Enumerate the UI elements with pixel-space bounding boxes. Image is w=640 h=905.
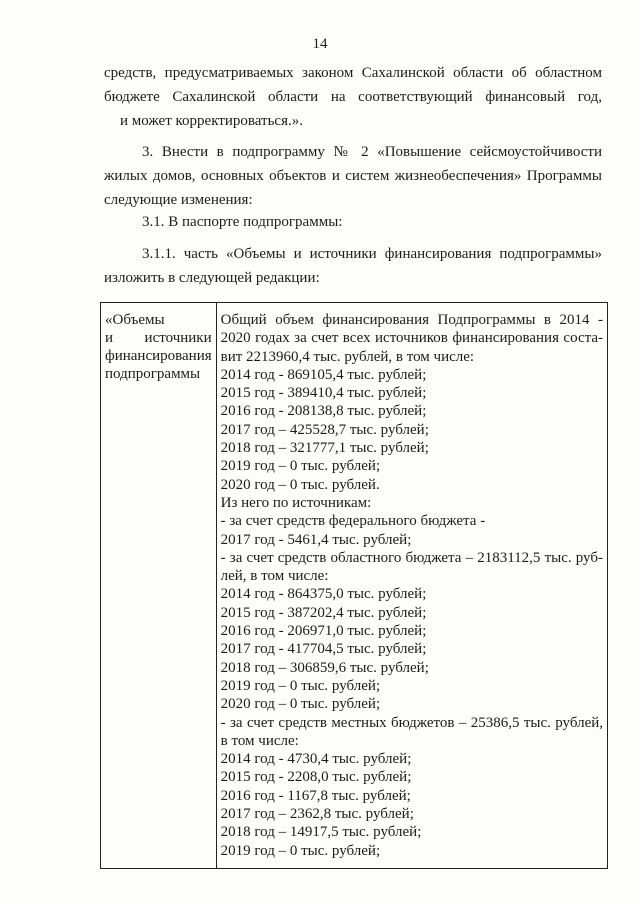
table-row: [101, 303, 608, 869]
text-line: жилых домов, основных объектов и систем жизнеобеспечения» Программы: [104, 168, 602, 184]
text-line: 3.1. В паспорте подпрограммы:: [142, 214, 343, 230]
item-3-1-1-paragraph: [104, 242, 602, 290]
text-line: 3. Внести в подпрограмму № 2 «Повышение сейсмоустойчивости: [142, 144, 602, 160]
cell-line: 2018 год – 306859,6 тыс. рублей;: [220, 659, 429, 676]
cell-line: 2020 год – 0 тыс. рублей.: [220, 476, 380, 493]
cell-line: вит 2213960,4 тыс. рублей, в том числе:: [220, 348, 475, 365]
item-3-paragraph: [104, 140, 602, 212]
text-line: и может корректироваться.».: [120, 113, 303, 129]
page-number: 14: [312, 36, 328, 52]
cell-line: 2019 год – 0 тыс. рублей;: [220, 677, 381, 694]
cell-line: 2014 год - 869105,4 тыс. рублей;: [220, 366, 427, 383]
cell-line: 2017 год - 417704,5 тыс. рублей;: [220, 641, 427, 658]
cell-line: в том числе:: [220, 732, 299, 749]
cell-line: подпрограммы: [105, 366, 201, 382]
cell-line: 2016 год - 208138,8 тыс. рублей;: [220, 403, 427, 420]
cell-line: 2016 год - 1167,8 тыс. рублей;: [220, 787, 411, 804]
cell-line: - за счет средств областного бюджета – 2183112,5 тыс. руб-: [220, 549, 603, 566]
intro-paragraph: [104, 61, 602, 133]
text-line: бюджете Сахалинской области на соответствующий финансовый год,: [104, 89, 602, 105]
cell-line: 2016 год - 206971,0 тыс. рублей;: [220, 623, 427, 640]
cell-line: 2017 год – 425528,7 тыс. рублей;: [220, 421, 429, 438]
cell-line: финансирования: [105, 348, 212, 364]
cell-line: Общий объем финансирования Подпрограммы в 2014 -: [220, 312, 603, 328]
cell-line: - за счет средств местных бюджетов – 25386,5 тыс. рублей,: [220, 714, 603, 731]
cell-line: «Объемы: [105, 312, 165, 328]
cell-line: 2017 год - 5461,4 тыс. рублей;: [220, 531, 412, 548]
cell-line: 2014 год - 864375,0 тыс. рублей;: [220, 586, 427, 603]
item-3-1-paragraph: [104, 210, 602, 234]
cell-line: 2020 годах за счет всех источников финансирования соста-: [220, 330, 603, 347]
cell-line: 2018 год – 14917,5 тыс. рублей;: [220, 824, 422, 841]
text-line: средств, предусматриваемых законом Сахалинской области об областном: [104, 65, 602, 81]
cell-line: 2015 год - 389410,4 тыс. рублей;: [220, 385, 427, 402]
cell-line: лей, в том числе:: [220, 568, 329, 585]
cell-line: и источники: [105, 330, 212, 346]
cell-line: 2019 год – 0 тыс. рублей;: [220, 458, 381, 475]
cell-line: 2018 год – 321777,1 тыс. рублей;: [220, 440, 429, 457]
table-label-cell: [101, 303, 217, 869]
cell-line: 2020 год – 0 тыс. рублей;: [220, 696, 381, 713]
cell-line: 2019 год – 0 тыс. рублей;: [220, 842, 381, 859]
cell-line: 2015 год - 387202,4 тыс. рублей;: [220, 604, 427, 621]
cell-line: 2014 год - 4730,4 тыс. рублей;: [220, 751, 412, 768]
cell-line: 2015 год - 2208,0 тыс. рублей;: [220, 769, 412, 786]
cell-line: Из него по источникам:: [220, 494, 372, 511]
financing-table: [100, 302, 608, 869]
text-line: 3.1.1. часть «Объемы и источники финансирования подпрограммы»: [142, 246, 602, 262]
text-line: следующие изменения:: [104, 192, 253, 208]
cell-line: - за счет средств федерального бюджета -: [220, 513, 486, 530]
cell-line: 2017 год – 2362,8 тыс. рублей;: [220, 806, 414, 823]
text-line: изложить в следующей редакции:: [104, 270, 320, 286]
table-value-cell: [216, 303, 607, 869]
